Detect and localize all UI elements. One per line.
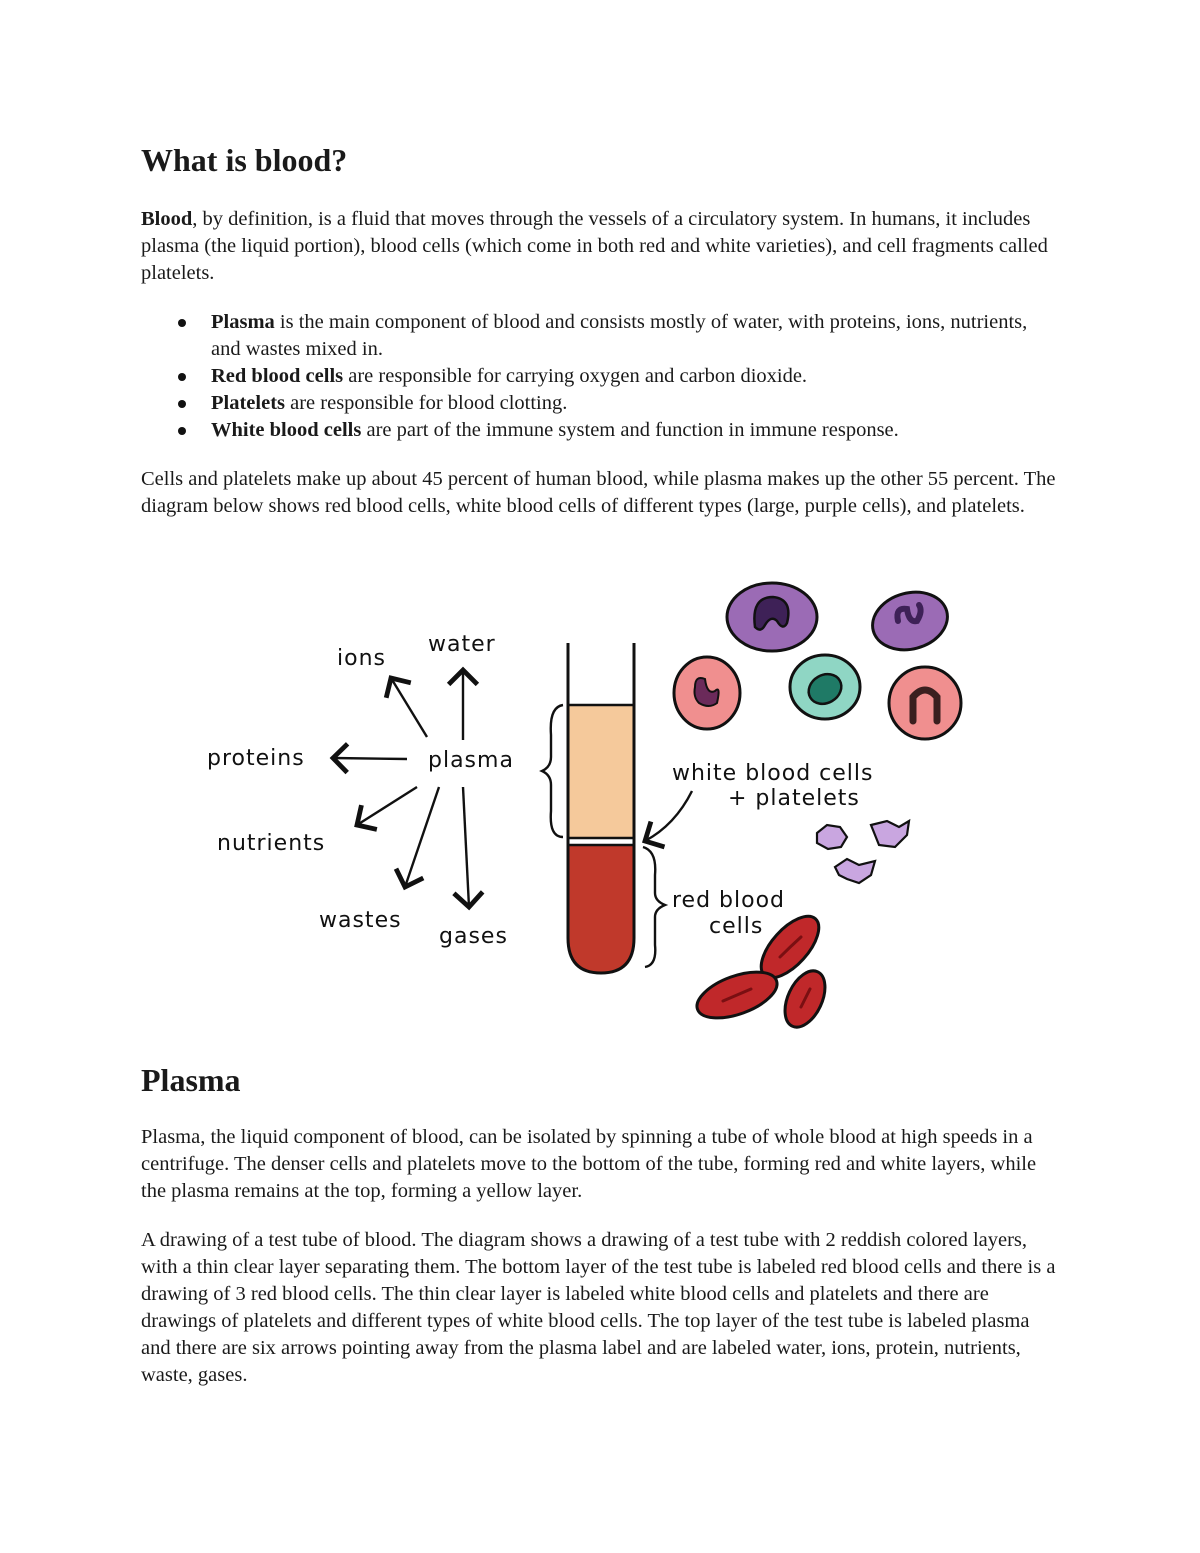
bullet-icon	[178, 319, 186, 327]
label-white-blood-cells: white blood cells	[672, 761, 874, 786]
list-item-term: Red blood cells	[211, 365, 344, 387]
intro-bold-term: Blood	[141, 208, 193, 230]
white-blood-cell-2	[866, 584, 954, 658]
label-proteins: proteins	[207, 746, 305, 771]
arrow-to-proteins	[333, 758, 407, 759]
label-red-blood: red blood	[672, 888, 786, 913]
red-cell-layer	[568, 845, 634, 973]
plasma-layer	[568, 705, 634, 838]
platelet-1	[817, 825, 847, 849]
label-water: water	[428, 632, 496, 657]
white-blood-cell-1	[727, 583, 817, 651]
label-gases: gases	[439, 924, 508, 949]
section-plasma	[141, 1124, 1061, 1411]
arrow-to-gases	[463, 787, 469, 907]
white-blood-cell-3	[674, 657, 740, 729]
platelet-3	[835, 859, 875, 883]
list-item-red-blood-cells	[211, 363, 1061, 390]
test-tube	[568, 643, 634, 973]
heading-what-is-blood: What is blood?	[141, 142, 348, 178]
intro-paragraph	[141, 206, 1061, 287]
arrow-to-buffy-coat	[645, 791, 692, 841]
bullet-icon	[178, 373, 186, 381]
composition-paragraph: Cells and platelets make up about 45 percent of human blood, while plasma makes up the other 55 percent. The diagram below shows red blood cells, white blood cells of different types (large, purple cells), and platelets.	[141, 468, 1056, 517]
list-item-text: are responsible for blood clotting.	[285, 392, 568, 414]
label-plasma: plasma	[428, 748, 514, 773]
plasma-paragraph: Plasma, the liquid component of blood, can be isolated by spinning a tube of whole blood at high speeds in a centrifuge. The denser cells and platelets move to the bottom of the tube, forming red and white layers, while the plasma remains at the top, forming a yellow layer.	[141, 1126, 1037, 1202]
bullet-icon	[178, 427, 186, 435]
plasma-brace	[542, 705, 563, 837]
blood-components-list	[141, 309, 1061, 444]
label-cells: cells	[709, 914, 764, 939]
list-item-white-blood-cells	[211, 417, 1061, 444]
label-nutrients: nutrients	[217, 831, 326, 856]
arrow-to-wastes	[405, 787, 439, 887]
arrow-to-nutrients	[357, 787, 417, 825]
list-item-term: Platelets	[211, 392, 285, 414]
blood-diagram-svg	[195, 575, 985, 1040]
platelet-2	[871, 821, 909, 847]
diagram-description-paragraph: A drawing of a test tube of blood. The diagram shows a drawing of a test tube with 2 reddish colored layers, with a thin clear layer separating them. The bottom layer of the test tube is labeled red blood cells and there is a drawing of 3 red blood cells. The thin clear layer is labeled white blood cells and platelets and there are drawings of platelets and different types of white blood cells. The top layer of the test tube is labeled plasma and there are six arrows pointing away from the plasma label and are labeled water, ions, protein, nutrients, waste, gases.	[141, 1229, 1056, 1386]
intro-text: , by definition, is a fluid that moves through the vessels of a circulatory system. In humans, it includes plasma (the liquid portion), blood cells (which come in both red and white varieties), and cell fragments called platelets.	[141, 208, 1048, 284]
blood-diagram	[195, 575, 985, 1040]
list-item-term: Plasma	[211, 311, 275, 333]
list-item-term: White blood cells	[211, 419, 362, 441]
bullet-icon	[178, 400, 186, 408]
heading-plasma: Plasma	[141, 1062, 241, 1098]
red-blood-cell-2	[691, 963, 783, 1027]
label-wastes: wastes	[319, 908, 402, 933]
list-item-text: are responsible for carrying oxygen and carbon dioxide.	[343, 365, 808, 387]
list-item-text: are part of the immune system and function in immune response.	[361, 419, 899, 441]
list-item-plasma	[211, 309, 1061, 363]
label-platelets: + platelets	[728, 786, 860, 811]
arrow-to-ions	[391, 678, 427, 737]
section-what-is-blood	[141, 140, 1061, 542]
list-item-text: is the main component of blood and consists mostly of water, with proteins, ions, nutrients, and wastes mixed in.	[211, 311, 1028, 360]
red-cell-brace	[643, 847, 665, 967]
list-item-platelets	[211, 390, 1061, 417]
white-blood-cell-5	[889, 667, 961, 739]
white-blood-cell-4	[790, 655, 860, 719]
label-ions: ions	[337, 646, 386, 671]
